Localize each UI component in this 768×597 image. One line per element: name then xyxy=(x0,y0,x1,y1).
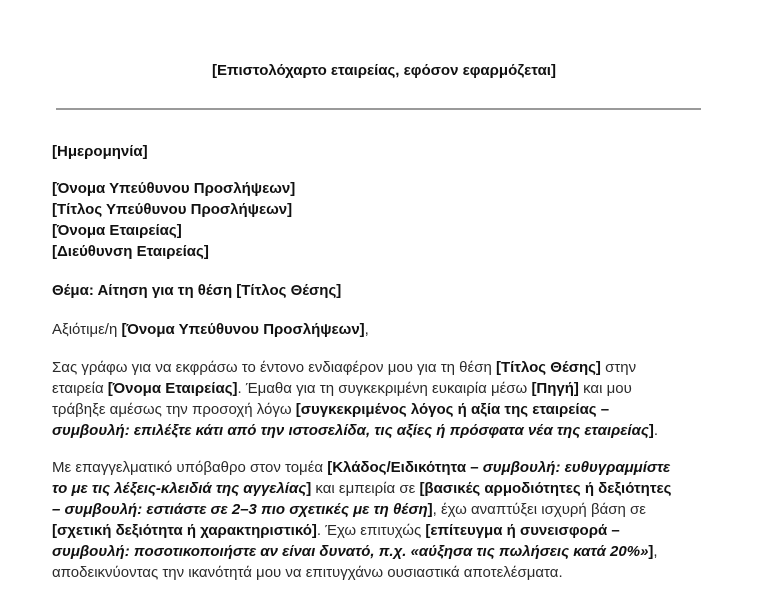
text: , xyxy=(653,543,658,560)
text: εταιρεία xyxy=(52,380,108,397)
subject-text: Θέμα: Αίτηση για τη θέση [Τίτλος Θέσης] xyxy=(52,282,342,299)
bracket: ] xyxy=(648,543,654,560)
text: , έχω αναπτύξει ισχυρή βάση σε xyxy=(432,501,646,518)
tip-text: – συμβουλή: εστιάστε σε 2–3 πιο σχετικές με τη θέση xyxy=(52,501,428,518)
text: και μου xyxy=(578,380,632,397)
paragraph-line xyxy=(52,562,722,583)
text: . xyxy=(653,422,659,439)
text: τράβηξε αμέσως την προσοχή λόγω xyxy=(52,401,296,418)
text: . Έχω επιτυχώς xyxy=(316,522,426,539)
tip-text: συμβουλή: ποσοτικοποιήστε αν είναι δυνατό, π.χ. «αύξησα τις πωλήσεις κατά 20%» xyxy=(52,543,649,560)
reason-placeholder: [συγκεκριμένος λόγος ή αξία της εταιρείας – xyxy=(295,401,610,418)
recipient-name: [Όνομα Υπεύθυνου Προσλήψεων] xyxy=(52,180,296,197)
date-placeholder: [Ημερομηνία] xyxy=(52,143,148,160)
letterhead-placeholder: [Επιστολόχαρτο εταιρείας, εφόσον εφαρμόζεται] xyxy=(212,62,556,79)
recipient-address: [Διεύθυνση Εταιρείας] xyxy=(52,243,209,260)
company-placeholder: [Όνομα Εταιρείας] xyxy=(107,380,238,397)
text: Σας γράφω για να εκφράσω το έντονο ενδιαφέρον μου για τη θέση xyxy=(52,359,496,376)
text: στην xyxy=(600,359,637,376)
salutation-name: [Όνομα Υπεύθυνου Προσλήψεων] xyxy=(121,321,365,338)
date-line xyxy=(52,141,722,162)
paragraph-line xyxy=(52,420,722,441)
salutation-prefix: Αξιότιμε/η xyxy=(52,321,122,338)
recipient-title: [Τίτλος Υπεύθυνου Προσλήψεων] xyxy=(52,201,293,218)
tip-text: συμβουλή: επιλέξτε κάτι από την ιστοσελίδα, τις αξίες ή πρόσφατα νέα της εταιρείας xyxy=(52,422,649,439)
paragraph-experience xyxy=(52,457,722,583)
paragraph-line xyxy=(52,478,722,499)
salutation-line xyxy=(52,319,722,340)
tip-text: το με τις λέξεις-κλειδιά της αγγελίας xyxy=(52,480,307,497)
recipient-block xyxy=(52,178,722,262)
text: αποδεικνύοντας την ικανότητά μου να επιτυγχάνω ουσιαστικά αποτελέσματα. xyxy=(52,564,563,581)
paragraph-intro xyxy=(52,357,722,441)
skills-placeholder: [βασικές αρμοδιότητες ή δεξιότητες xyxy=(419,480,672,497)
job-title-placeholder: [Τίτλος Θέσης] xyxy=(495,359,601,376)
header-divider xyxy=(56,108,701,110)
field-placeholder: [Κλάδος/Ειδικότητα – xyxy=(327,459,483,476)
text: . Έμαθα για τη συγκεκριμένη ευκαιρία μέσω xyxy=(237,380,532,397)
paragraph-line xyxy=(52,541,722,562)
achievement-placeholder: [επίτευγμα ή συνεισφορά – xyxy=(425,522,620,539)
text: και εμπειρία σε xyxy=(311,480,420,497)
paragraph-line xyxy=(52,399,722,420)
bracket: ] xyxy=(306,480,312,497)
source-placeholder: [Πηγή] xyxy=(531,380,579,397)
subject-line xyxy=(52,280,722,301)
salutation-suffix: , xyxy=(364,321,369,338)
bracket: ] xyxy=(648,422,654,439)
bracket: ] xyxy=(427,501,433,518)
paragraph-line xyxy=(52,357,722,378)
paragraph-line xyxy=(52,520,722,541)
recipient-company: [Όνομα Εταιρείας] xyxy=(52,222,182,239)
text: Με επαγγελματικό υπόβαθρο στον τομέα xyxy=(52,459,328,476)
paragraph-line xyxy=(52,499,722,520)
paragraph-line xyxy=(52,457,722,478)
paragraph-line xyxy=(52,378,722,399)
tip-text: συμβουλή: ευθυγραμμίστε xyxy=(482,459,671,476)
skill-placeholder: [σχετική δεξιότητα ή χαρακτηριστικό] xyxy=(52,522,317,539)
